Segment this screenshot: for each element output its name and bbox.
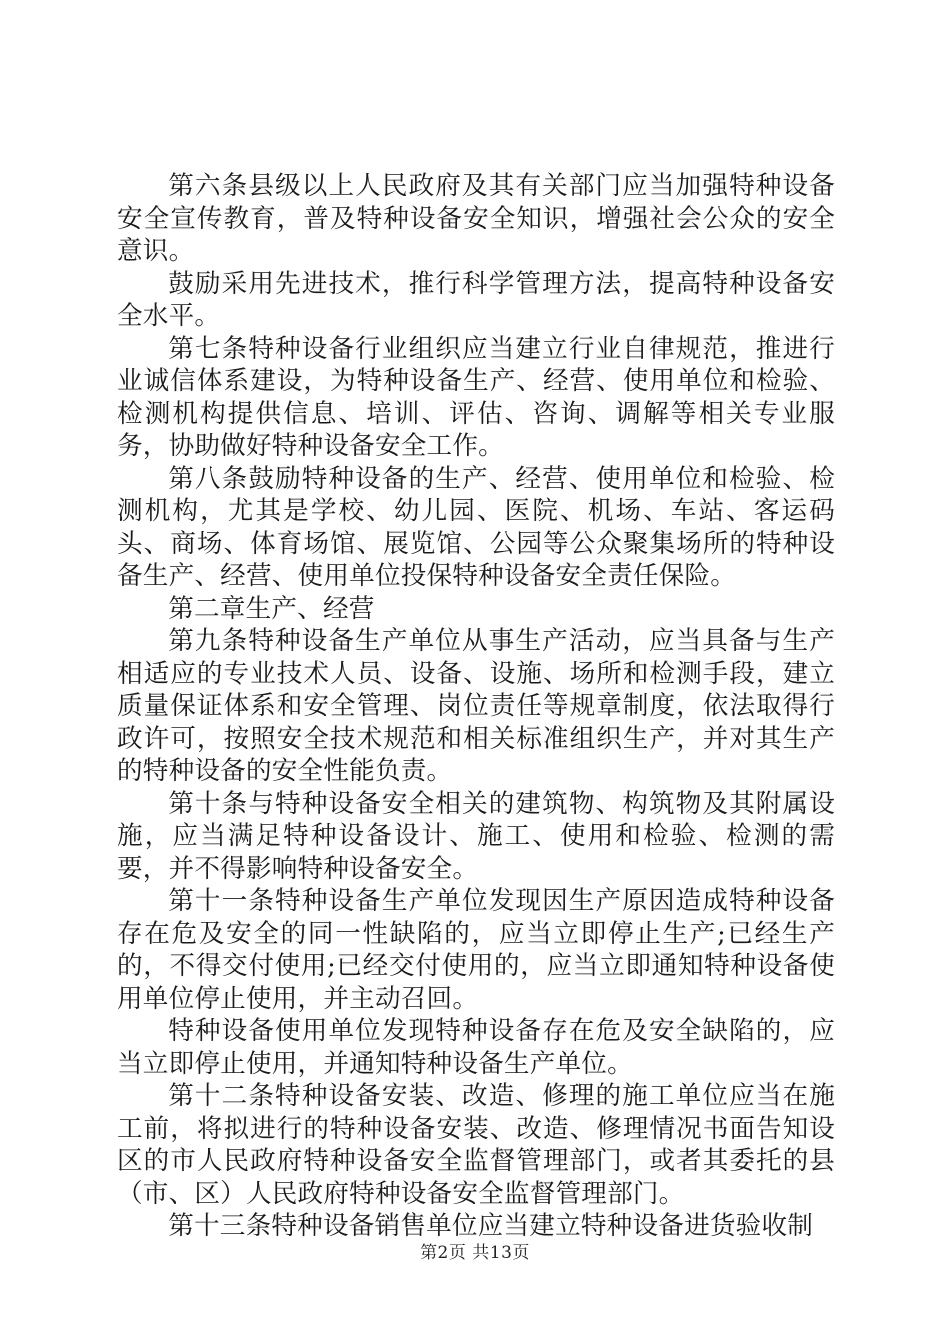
paragraph: 第十一条特种设备生产单位发现因生产原因造成特种设备存在危及安全的同一性缺陷的，应当立即停止生产;已经生产的，不得交付使用;已经交付使用的，应当立即通知特种设备使用单位停止使用，并主动召回。 [117, 886, 835, 1014]
paragraph: 第十三条特种设备销售单位应当建立特种设备进货验收制 [168, 1211, 814, 1241]
chapter-heading: 第二章生产、经营 [168, 593, 375, 624]
paragraph: 第六条县级以上人民政府及其有关部门应当加强特种设备安全宣传教育，普及特种设备安全知识，增强社会公众的安全意识。 [117, 171, 835, 266]
paragraph: 第十二条特种设备安装、改造、修理的施工单位应当在施工前，将拟进行的特种设备安装、改造、修理情况书面告知设区的市人民政府特种设备安全监督管理部门，或者其委托的县（市、区）人民政府特种设备安全监督管理部门。 [117, 1081, 835, 1209]
paragraph: 鼓励采用先进技术，推行科学管理方法，提高特种设备安全水平。 [117, 268, 835, 331]
page-number-footer: 第2页 共13页 [420, 1243, 530, 1263]
paragraph: 第九条特种设备生产单位从事生产活动，应当具备与生产相适应的专业技术人员、设备、设施、场所和检测手段，建立质量保证体系和安全管理、岗位责任等规章制度，依法取得行政许可，按照安全技术规范和相关标准组织生产，并对其生产的特种设备的安全性能负责。 [117, 626, 835, 786]
paragraph: 特种设备使用单位发现特种设备存在危及安全缺陷的，应当立即停止使用，并通知特种设备生产单位。 [117, 1016, 835, 1079]
paragraph: 第七条特种设备行业组织应当建立行业自律规范，推进行业诚信体系建设，为特种设备生产、经营、使用单位和检验、检测机构提供信息、培训、评估、咨询、调解等相关专业服务，协助做好特种设备安全工作。 [117, 333, 835, 461]
paragraph: 第十条与特种设备安全相关的建筑物、构筑物及其附属设施，应当满足特种设备设计、施工、使用和检验、检测的需要，并不得影响特种设备安全。 [117, 788, 835, 884]
document-body [117, 170, 835, 1243]
paragraph: 第八条鼓励特种设备的生产、经营、使用单位和检验、检测机构，尤其是学校、幼儿园、医院、机场、车站、客运码头、商场、体育场馆、展览馆、公园等公众聚集场所的特种设备生产、经营、使用单位投保特种设备安全责任保险。 [117, 463, 835, 591]
